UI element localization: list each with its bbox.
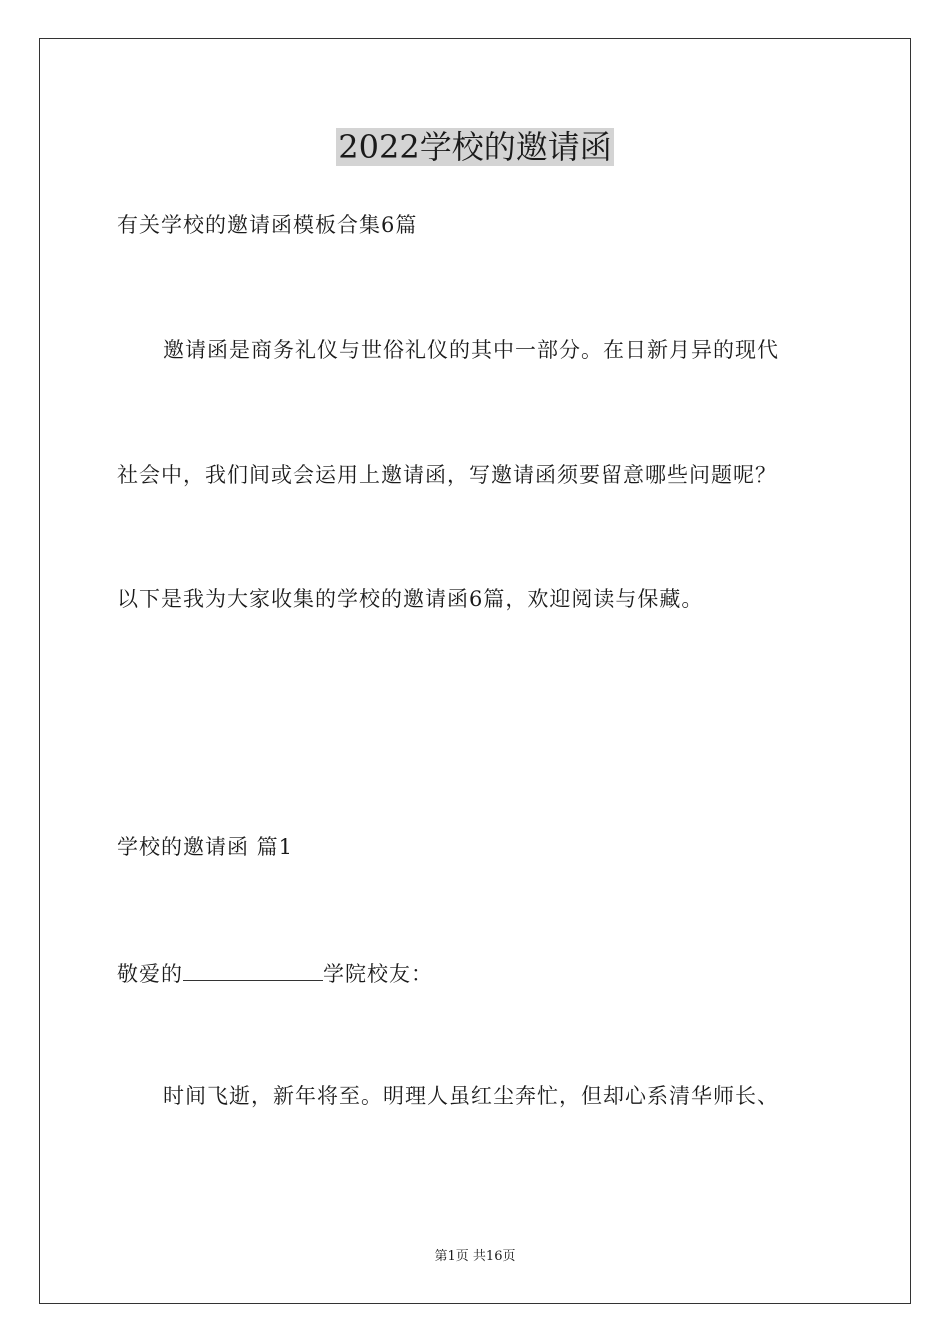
body-paragraph-line-1: 时间飞逝，新年将至。明理人虽红尘奔忙，但却心系清华师长、 [163,1084,779,1108]
section-heading: 学校的邀请函 篇1 [117,835,294,859]
page-footer: 第1页 共16页 [434,1249,516,1264]
document-subtitle: 有关学校的邀请函模板合集6篇 [117,213,418,237]
intro-paragraph-line-3: 以下是我为大家收集的学校的邀请函6篇，欢迎阅读与保藏。 [117,587,704,611]
document-title-text: 2022学校的邀请函 [338,128,612,166]
salutation-prefix: 敬爱的 [117,962,183,986]
intro-paragraph-line-2: 社会中，我们间或会运用上邀请函，写邀请函须要留意哪些问题呢？ [117,463,777,487]
salutation [117,958,433,988]
salutation-suffix: 学院校友： [323,962,433,986]
fill-in-blank [183,958,323,981]
document-title [0,127,950,167]
intro-paragraph-line-1: 邀请函是商务礼仪与世俗礼仪的其中一部分。在日新月异的现代 [163,338,779,362]
